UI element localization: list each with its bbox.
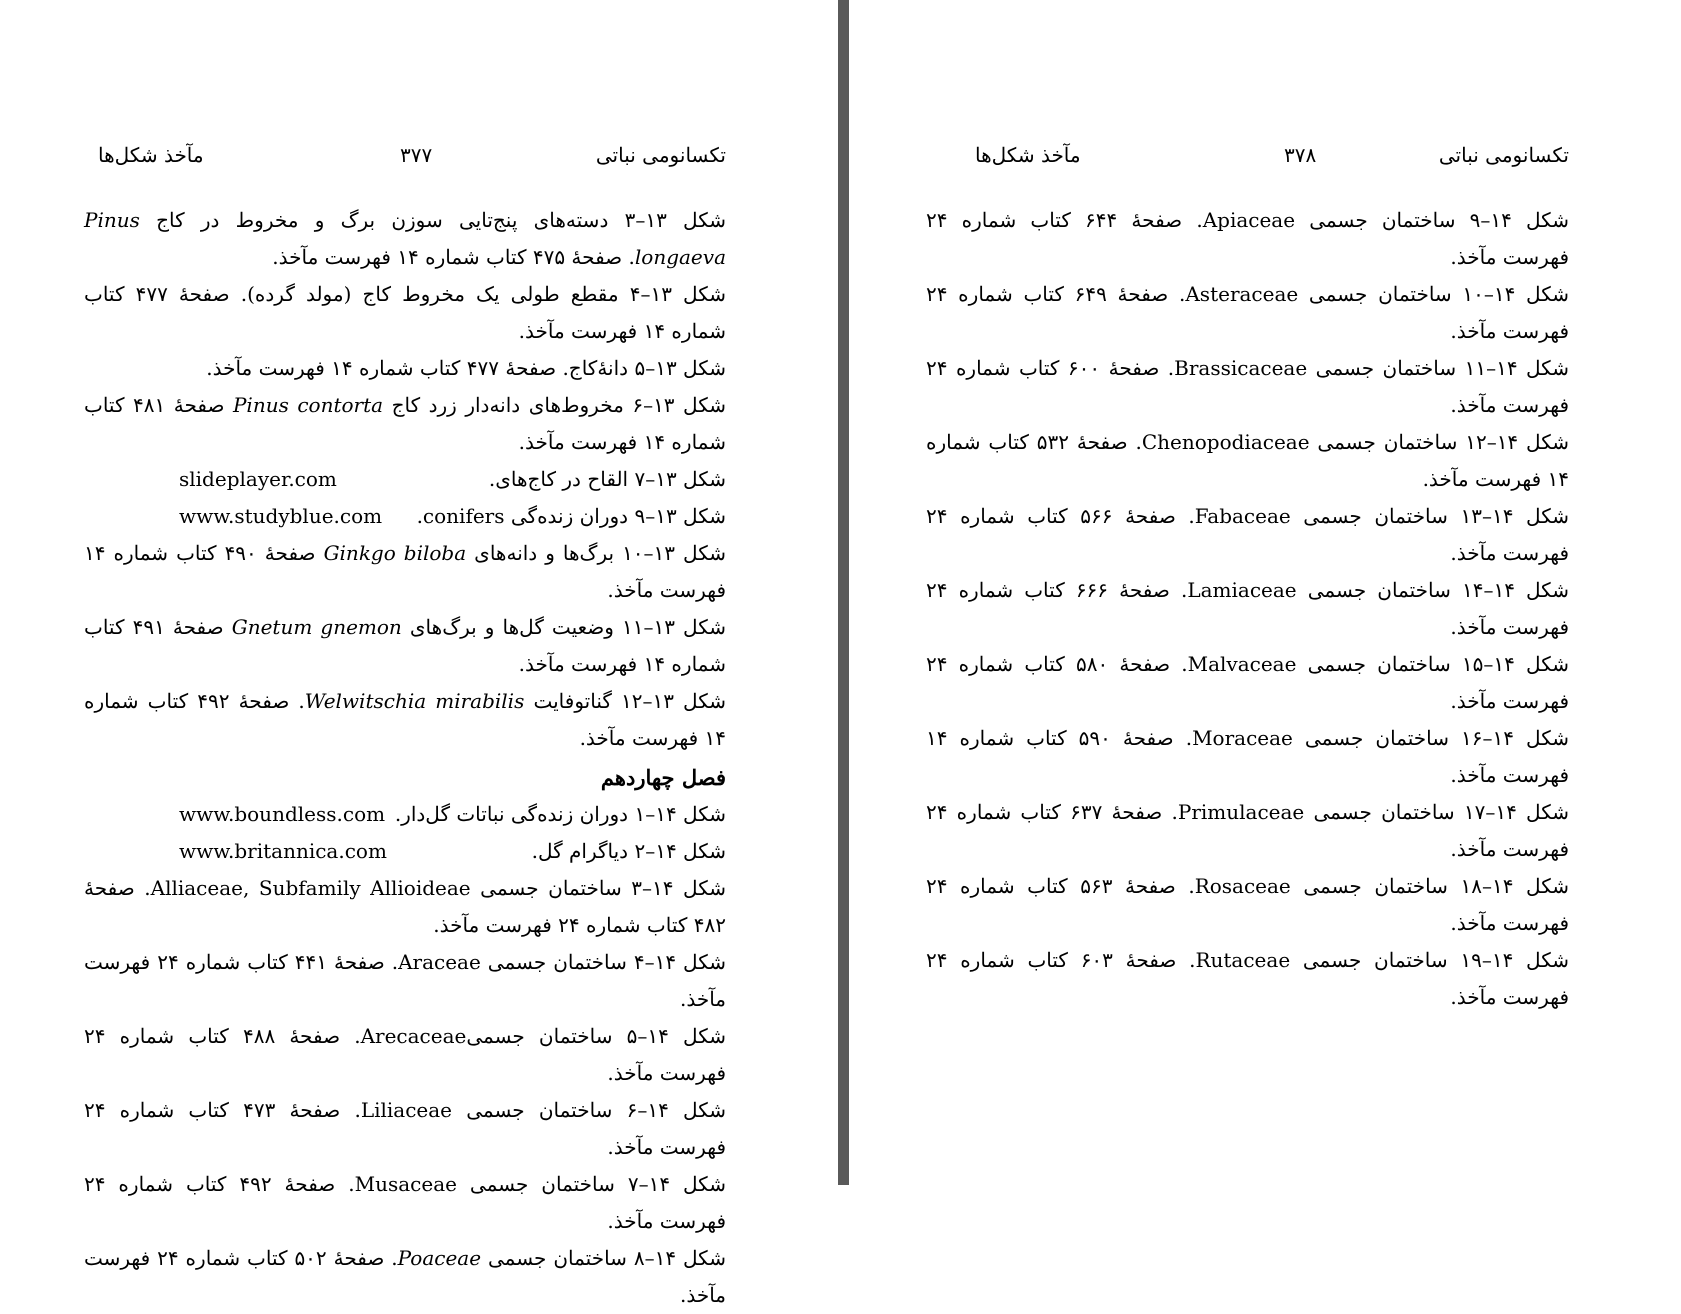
figure-reference: شکل ۱۳–۴ مقطع طولی یک مخروط کاج (مولد گرده). صفحهٔ ۴۷۷ کتاب شماره ۱۴ فهرست مآخذ. xyxy=(84,282,727,343)
figure-reference: شکل ۱۴–۱۷ ساختمان جسمی Primulaceae. صفحهٔ ۶۳۷ کتاب شماره ۲۴ فهرست مآخذ. xyxy=(926,800,1570,861)
figure-reference: شکل ۱۴–۱۶ ساختمان جسمی Moraceae. صفحهٔ ۵۹۰ کتاب شماره ۱۴ فهرست مآخذ. xyxy=(926,726,1569,787)
page-body xyxy=(84,202,726,1314)
page-left xyxy=(0,0,838,1307)
header-page-number: ۳۷۷ xyxy=(400,143,433,167)
figure-reference: شکل ۱۴–۴ ساختمان جسمی Araceae. صفحهٔ ۴۴۱ کتاب شماره ۲۴ فهرست مآخذ. xyxy=(84,950,727,1011)
figure-reference: شکل ۱۳–۵ دانهٔ‌کاج. صفحهٔ ۴۷۷ کتاب شماره ۱۴ فهرست مآخذ. xyxy=(206,356,726,380)
figure-reference: شکل ۱۴–۱۱ ساختمان جسمی Brassicaceae. صفحهٔ ۶۰۰ کتاب شماره ۲۴ فهرست مآخذ. xyxy=(926,356,1569,417)
figure-reference: شکل ۱۴–۱۹ ساختمان جسمی Rutaceae. صفحهٔ ۶۰۳ کتاب شماره ۲۴ فهرست مآخذ. xyxy=(926,948,1569,1009)
header-section-title: مآخذ شکل‌ها xyxy=(975,143,1081,167)
figure-caption: شکل ۱۳–۷ القاح در کاج‌های. xyxy=(488,467,726,491)
figure-caption: شکل ۱۴–۱ دوران زنده‌گی نباتات گل‌دار. xyxy=(394,802,726,826)
figure-caption: شکل ۱۴–۲ دیاگرام گل. xyxy=(531,839,726,863)
page-header xyxy=(849,143,1681,177)
figure-reference: شکل ۱۳–۱۲ گناتوفایت Welwitschia mirabilis. صفحهٔ ۴۹۲ کتاب شماره ۱۴ فهرست مآخذ. xyxy=(84,689,727,750)
source-url: www.britannica.com xyxy=(179,839,387,863)
figure-reference: شکل ۱۴–۱۳ ساختمان جسمی Fabaceae. صفحهٔ ۵۶۶ کتاب شماره ۲۴ فهرست مآخذ. xyxy=(926,504,1569,565)
figure-reference-url xyxy=(84,796,726,833)
header-book-title: تکسانومی نباتی xyxy=(1438,143,1569,167)
figure-reference-url xyxy=(84,461,726,498)
figure-reference: شکل ۱۴–۶ ساختمان جسمی Liliaceae. صفحهٔ ۴۷۳ کتاب شماره ۲۴ فهرست مآخذ. xyxy=(84,1098,726,1159)
chapter-heading: فصل چهاردهم xyxy=(600,765,726,790)
figure-reference: شکل ۱۳–۳ دسته‌های پنج‌تایی سوزن برگ و مخروط در کاج Pinus longaeva. صفحهٔ ۴۷۵ کتاب شماره ۱۴ فهرست مآخذ. xyxy=(84,208,726,269)
figure-reference: شکل ۱۴–۵ ساختمان جسمی‌Arecaceae. صفحهٔ ۴۸۸ کتاب شماره ۲۴ فهرست مآخذ. xyxy=(84,1024,726,1085)
figure-caption: شکل ۱۳–۹ دوران زنده‌گی conifers. xyxy=(416,504,726,528)
source-url: slideplayer.com xyxy=(179,467,337,491)
figure-reference: شکل ۱۳–۱۱ وضعیت گل‌ها و برگ‌های Gnetum gnemon صفحهٔ ۴۹۱ کتاب شماره ۱۴ فهرست مآخذ. xyxy=(84,615,727,676)
figure-reference: شکل ۱۳–۶ مخروط‌های دانه‌دار زرد کاج Pinus contorta صفحهٔ ۴۸۱ کتاب شماره ۱۴ فهرست مآخذ. xyxy=(84,393,726,454)
figure-reference: شکل ۱۴–۸ ساختمان جسمی Poaceae. صفحهٔ ۵۰۲ کتاب شماره ۲۴ فهرست مآخذ. xyxy=(84,1246,726,1307)
figure-reference-url xyxy=(84,833,726,870)
source-url: www.boundless.com xyxy=(179,802,386,826)
figure-reference: شکل ۱۴–۱۴ ساختمان جسمی Lamiaceae. صفحهٔ ۶۶۶ کتاب شماره ۲۴ فهرست مآخذ. xyxy=(926,578,1569,639)
figure-reference: شکل ۱۴–۱۵ ساختمان جسمی Malvaceae. صفحهٔ ۵۸۰ کتاب شماره ۲۴ فهرست مآخذ. xyxy=(926,652,1569,713)
figure-reference: شکل ۱۴–۳ ساختمان جسمی Alliaceae, Subfamily Allioideae. صفحهٔ ۴۸۲ کتاب شماره ۲۴ فهرست مآخذ. xyxy=(84,876,726,937)
figure-reference: شکل ۱۴–۱۲ ساختمان جسمی Chenopodiaceae. صفحهٔ ۵۳۲ کتاب شماره ۱۴ فهرست مآخذ. xyxy=(926,430,1569,491)
figure-reference: شکل ۱۴–۷ ساختمان جسمی Musaceae. صفحهٔ ۴۹۲ کتاب شماره ۲۴ فهرست مآخذ. xyxy=(84,1172,726,1233)
page-body xyxy=(926,202,1569,1016)
header-page-number: ۳۷۸ xyxy=(1284,143,1317,167)
page-header xyxy=(0,143,838,177)
header-section-title: مآخذ شکل‌ها xyxy=(98,143,204,167)
figure-reference: شکل ۱۴–۹ ساختمان جسمی Apiaceae. صفحهٔ ۶۴۴ کتاب شماره ۲۴ فهرست مآخذ. xyxy=(926,208,1569,269)
figure-reference: شکل ۱۴–۱۸ ساختمان جسمی Rosaceae. صفحهٔ ۵۶۳ کتاب شماره ۲۴ فهرست مآخذ. xyxy=(926,874,1569,935)
figure-reference-url xyxy=(84,498,726,535)
page-gutter xyxy=(838,0,849,1185)
source-url: www.studyblue.com xyxy=(179,504,383,528)
figure-reference: شکل ۱۴–۱۰ ساختمان جسمی Asteraceae. صفحهٔ ۶۴۹ کتاب شماره ۲۴ فهرست مآخذ. xyxy=(926,282,1569,343)
figure-reference: شکل ۱۳–۱۰ برگ‌ها و دانه‌های Ginkgo biloba صفحهٔ ۴۹۰ کتاب شماره ۱۴ فهرست مآخذ. xyxy=(84,541,726,602)
header-book-title: تکسانومی نباتی xyxy=(595,143,726,167)
page-right xyxy=(849,0,1681,1185)
